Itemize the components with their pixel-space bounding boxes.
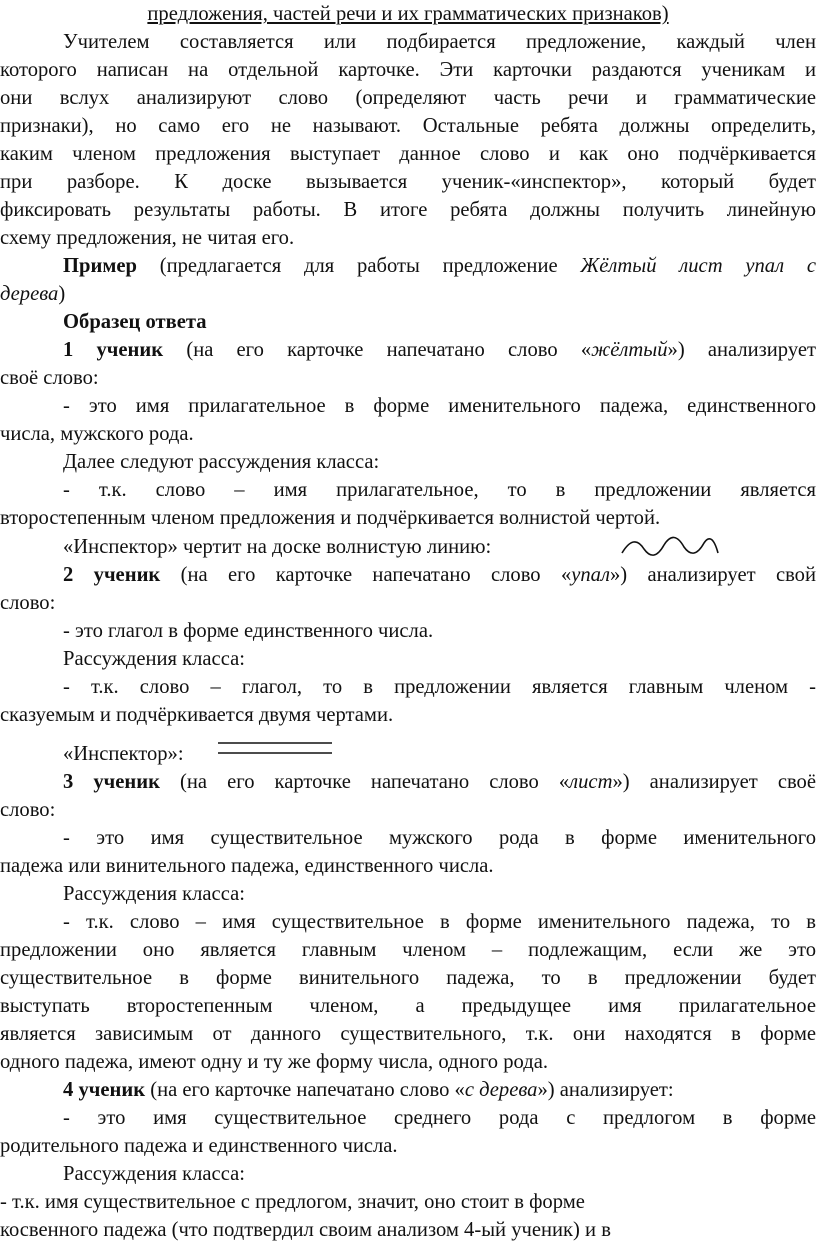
student4-reason: - т.к. имя существительное с предлогом, значит, оно стоит в форме: [0, 1190, 585, 1213]
double-underline-icon: [218, 741, 334, 757]
student3-reason: выступать второстепенным членом, а предыдущее имя прилагательное: [0, 994, 816, 1017]
student1-analysis: - это имя прилагательное в форме именительного падежа, единственного: [63, 395, 816, 418]
example-label: Пример: [63, 255, 137, 278]
student1-reason: - т.к. слово – имя прилагательное, то в предложении является: [63, 479, 816, 502]
student4-analysis: родительного падежа и единственного числа.: [0, 1134, 398, 1157]
heading-tail: предложения, частей речи и их грамматических признаков): [147, 3, 669, 25]
intro-line: признаки), но само его не называют. Остальные ребята должны определить,: [0, 115, 816, 138]
example-line: Пример (предлагается для работы предложение Жёлтый лист упал с: [63, 255, 816, 278]
student1-line: 1 ученик (на его карточке напечатано слово «жёлтый») анализирует: [63, 339, 816, 362]
student2-inspector: «Инспектор»:: [63, 742, 184, 765]
student2-reason: сказуемым и подчёркивается двумя чертами.: [0, 703, 394, 726]
intro-line: каким членом предложения выступает данное слово и как оно подчёркивается: [0, 143, 816, 166]
student1-line: своё слово:: [0, 367, 99, 390]
student4-analysis: - это имя существительное среднего рода с предлогом в форме: [63, 1106, 816, 1129]
student1-analysis: числа, мужского рода.: [0, 423, 194, 446]
student3-reason: является зависимым от данного существительного, т.к. они находятся в форме: [0, 1022, 816, 1045]
intro-line: они вслух анализируют слово (определяют часть речи и грамматические: [0, 87, 816, 110]
student2-reason: - т.к. слово – глагол, то в предложении является главным членом -: [63, 675, 816, 698]
student4-line: 4 ученик (на его карточке напечатано слово «с дерева») анализирует:: [63, 1078, 674, 1101]
student3-analysis: - это имя существительное мужского рода в форме именительного: [63, 826, 816, 849]
example-sentence: Жёлтый лист упал с: [580, 255, 816, 278]
student1-inspector: «Инспектор» чертит на доске волнистую линию:: [63, 535, 492, 558]
intro-line: фиксировать результаты работы. В итоге ребята должны получить линейную: [0, 199, 816, 222]
student2-reasoning-label: Рассуждения класса:: [63, 647, 245, 670]
student3-reason: одного падежа, имеют одну и ту же форму числа, одного рода.: [0, 1050, 548, 1073]
student2-line: слово:: [0, 591, 56, 614]
student3-analysis: падежа или винительного падежа, единственного числа.: [0, 854, 494, 877]
student1-reason: второстепенным членом предложения и подчёркивается волнистой чертой.: [0, 507, 661, 530]
student3-reason: существительное в форме винительного падежа, то в предложении будет: [0, 966, 816, 989]
intro-line: схему предложения, не читая его.: [0, 227, 295, 250]
student3-line: 3 ученик (на его карточке напечатано слово «лист») анализирует своё: [63, 770, 816, 793]
student2-analysis: - это глагол в форме единственного числа.: [63, 619, 434, 642]
answer-heading: Образец ответа: [63, 311, 207, 334]
student4-reason: косвенного падежа (что подтвердил своим анализом 4-ый ученик) и в: [0, 1219, 611, 1241]
student4-reasoning-label: Рассуждения класса:: [63, 1162, 245, 1185]
student1-followup: Далее следуют рассуждения класса:: [63, 451, 380, 474]
intro-line: при разборе. К доске вызывается ученик-«инспектор», который будет: [0, 171, 816, 194]
student3-line: слово:: [0, 798, 56, 821]
student3-reason: - т.к. слово – имя существительное в форме именительного падежа, то в: [63, 910, 816, 933]
intro-line: Учителем составляется или подбирается предложение, каждый член: [63, 31, 816, 54]
intro-line: которого написан на отдельной карточке. Эти карточки раздаются ученикам и: [0, 59, 816, 82]
example-line: дерева): [0, 283, 66, 306]
student3-reason: предложении оно является главным членом – подлежащим, если же это: [0, 938, 816, 961]
wavy-line-icon: [620, 533, 720, 557]
student2-line: 2 ученик (на его карточке напечатано слово «упал») анализирует свой: [63, 563, 816, 586]
student3-reasoning-label: Рассуждения класса:: [63, 882, 245, 905]
